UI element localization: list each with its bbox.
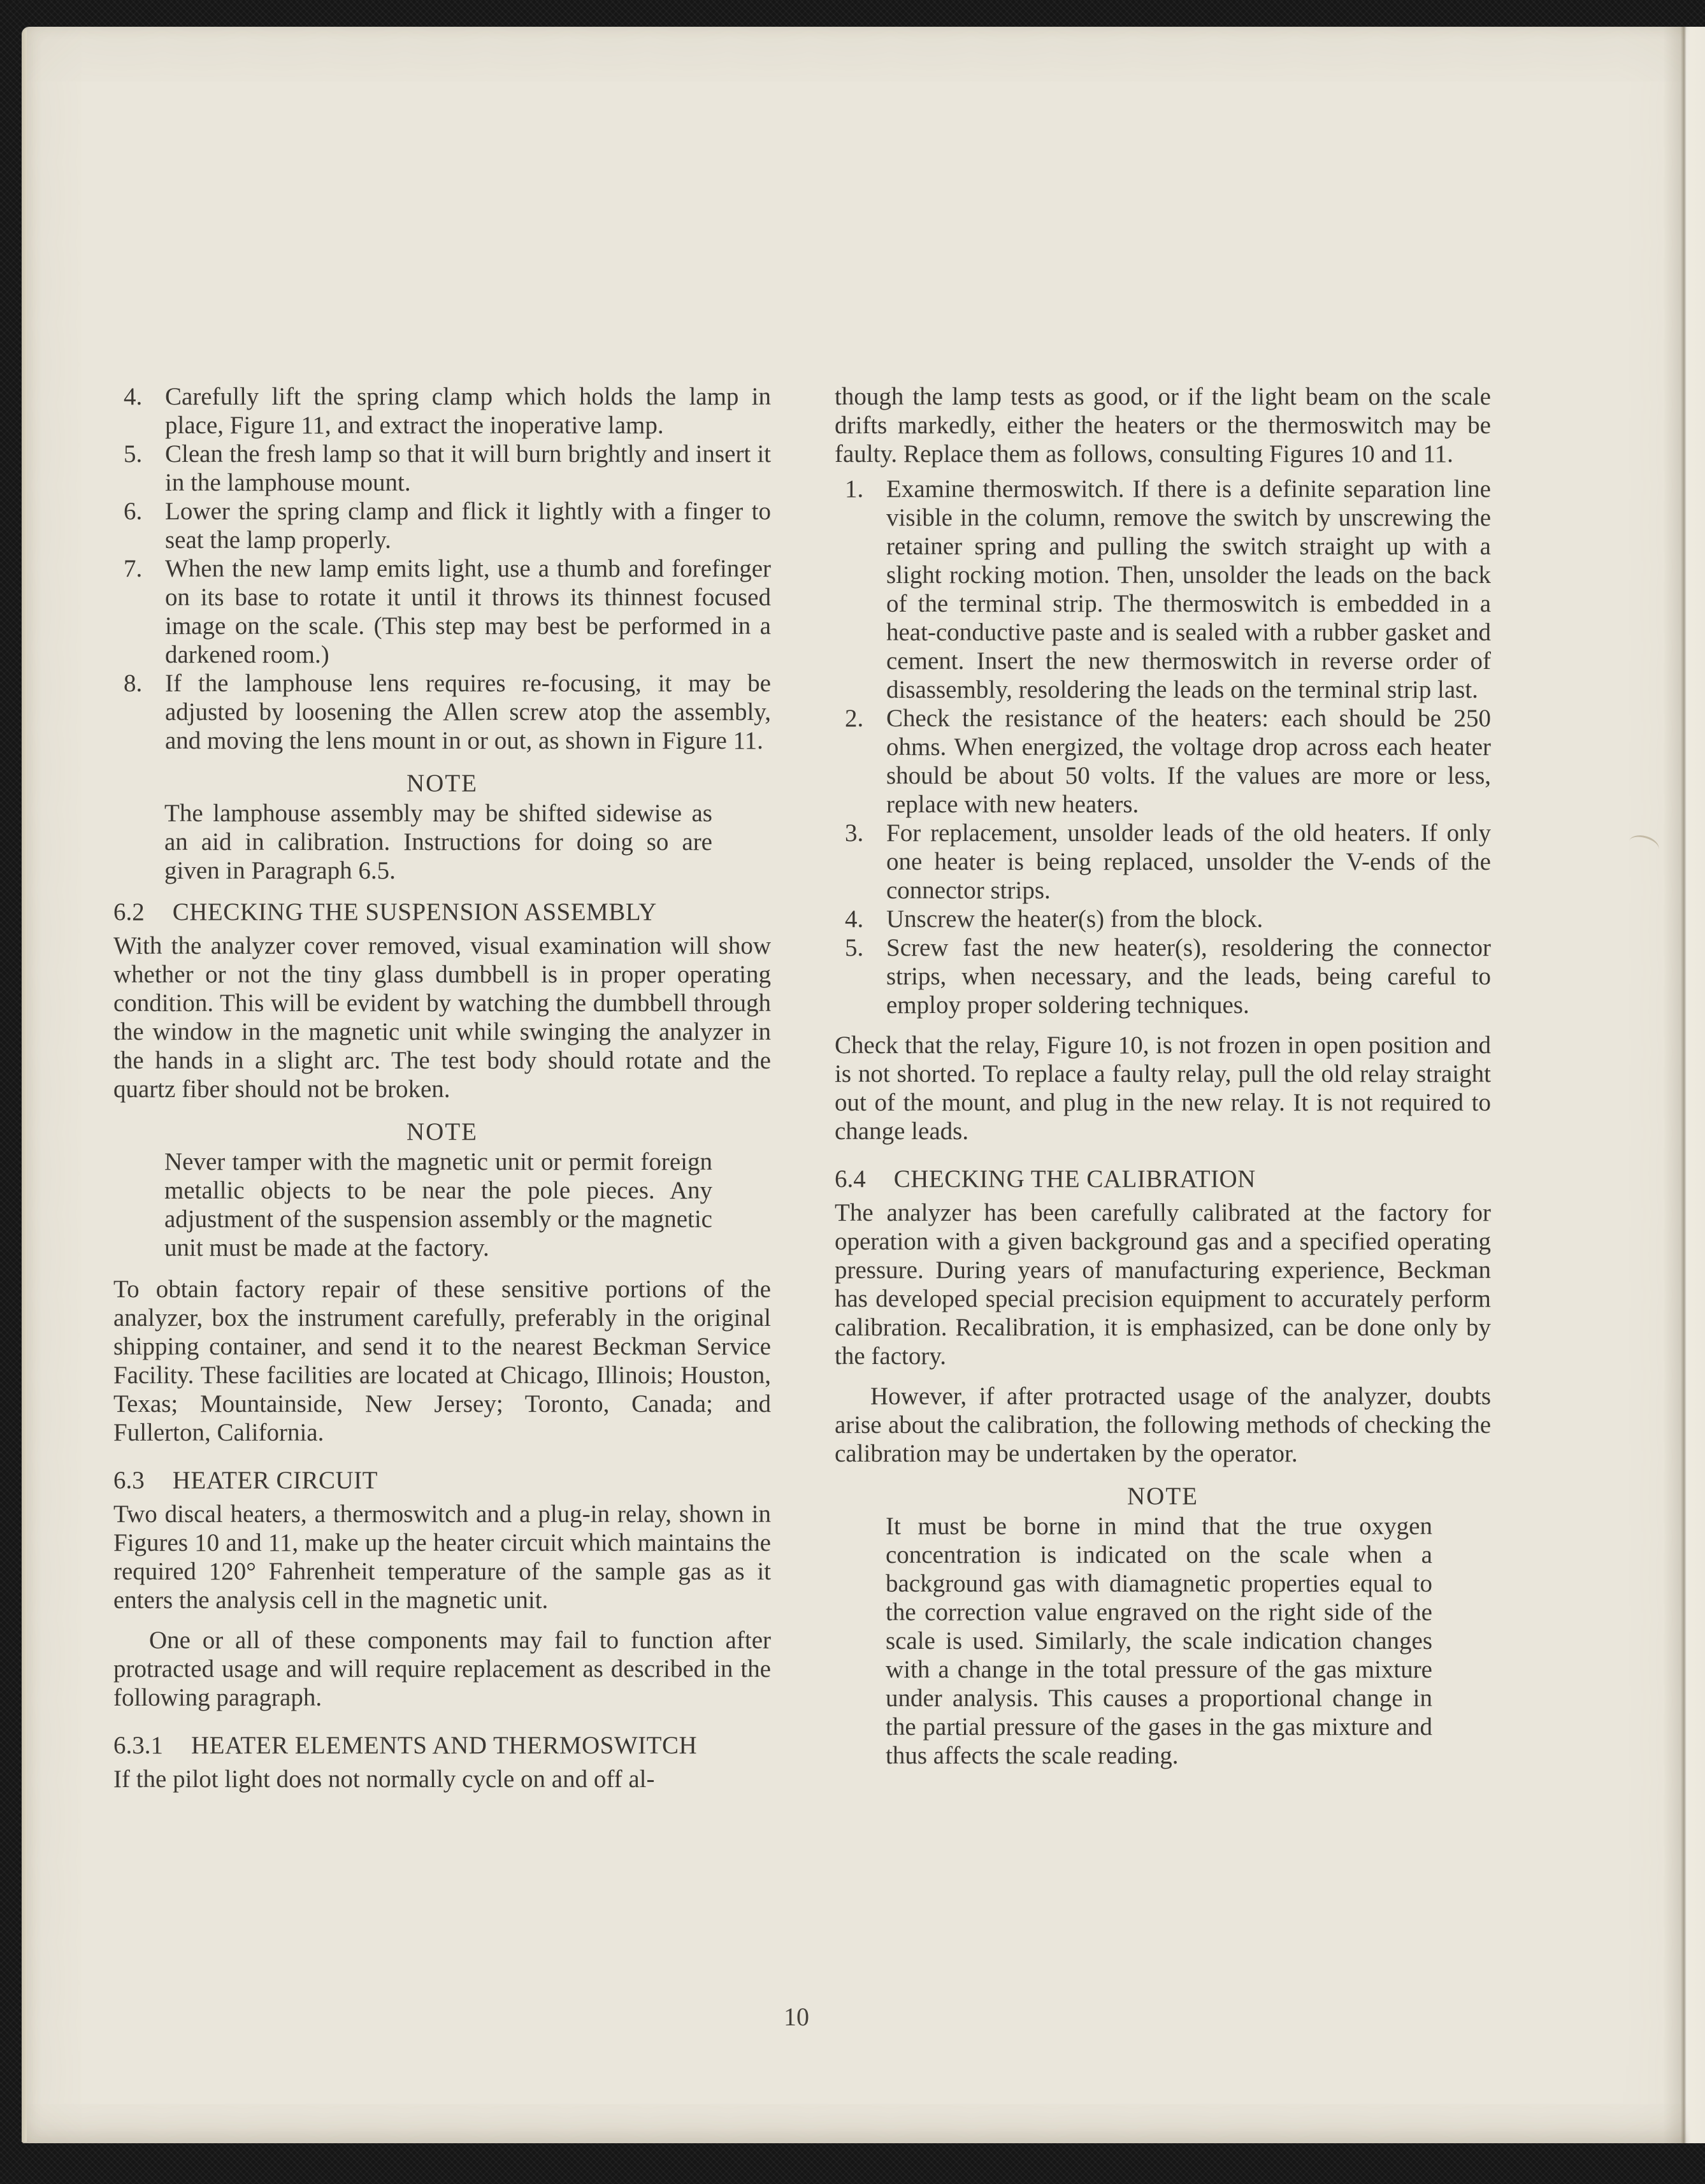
list-number: 3. — [845, 819, 864, 847]
list-item — [113, 382, 771, 440]
list-number: 6. — [124, 498, 143, 525]
section-heading — [113, 1731, 771, 1760]
section-heading — [835, 1165, 1491, 1193]
section-title: CHECKING THE CALIBRATION — [893, 1165, 1256, 1193]
paragraph: Check that the relay, Figure 10, is not frozen in open position and is not shorted. To replace a faulty relay, pull the old relay straight out of the mount, and plug in the new relay. It is not required to change leads. — [835, 1031, 1491, 1145]
paragraph: If the pilot light does not normally cycle on and off al- — [113, 1765, 655, 1793]
list-item — [835, 475, 1491, 704]
paragraph: The analyzer has been carefully calibrated at the factory for operation with a given background gas and a specified operating pressure. During years of manufacturing experience, Beckman has developed special precision equipment to accurately perform calibration. Recalibration, it is emphasized, can be done only by the factory. — [835, 1199, 1491, 1370]
note-text: The lamphouse assembly may be shifted sidewise as an aid in calibration. Instructions for doing so are given in Paragraph 6.5. — [164, 800, 712, 884]
list-item — [835, 933, 1491, 1019]
paragraph: To obtain factory repair of these sensitive portions of the analyzer, box the instrument carefully, preferably in the original shipping container, and send it to the nearest Beckman Service Facility. These facilities are located at Chicago, Illinois; Houston, Texas; Mountainside, New Jersey; Toronto, Canada; and Fullerton, California. — [113, 1275, 771, 1446]
note-text: It must be borne in mind that the true oxygen concentration is indicated on the scale when a background gas with diamagnetic properties equal to the correction value engraved on the right side of the scale is used. Similarly, the scale indication changes with a change in the total pressure of the gas mixture under analysis. This causes a proportional change in the partial pressure of the gases in the gas mixture and thus affects the scale reading. — [886, 1512, 1432, 1769]
list-item-text: Lower the spring clamp and flick it lightly with a finger to seat the lamp properly. — [165, 498, 771, 554]
section-title: HEATER ELEMENTS AND THERMOSWITCH — [191, 1732, 698, 1759]
list-number: 5. — [845, 934, 864, 961]
list-item — [113, 554, 771, 669]
paragraph: though the lamp tests as good, or if the light beam on the scale drifts markedly, either the heaters or the thermoswitch may be faulty. Replace them as follows, consulting Figures 10 and 11. — [835, 383, 1491, 468]
paper-left-edge — [22, 29, 27, 2142]
list-number: 8. — [124, 670, 143, 697]
list-item-text: If the lamphouse lens requires re-focusing, it may be adjusted by loosening the Allen screw atop the assembly, and moving the lens mount in or out, as shown in Figure 11. — [165, 670, 771, 754]
page-number: 10 — [784, 2002, 809, 2031]
list-item — [113, 497, 771, 554]
list-item — [835, 905, 1491, 933]
section-number: 6.4 — [835, 1165, 866, 1193]
list-number: 5. — [124, 440, 143, 468]
column-right — [835, 382, 1491, 1770]
list-number: 7. — [124, 555, 143, 582]
list-item — [835, 704, 1491, 819]
list-item — [835, 819, 1491, 905]
list-item-text: Carefully lift the spring clamp which holds the lamp in place, Figure 11, and extract the inoperative lamp. — [165, 383, 771, 439]
list-item-text: Unscrew the heater(s) from the block. — [886, 905, 1263, 933]
note-label: NOTE — [406, 770, 478, 797]
note-label: NOTE — [1127, 1483, 1198, 1510]
section-number: 6.2 — [113, 898, 145, 926]
paragraph: Two discal heaters, a thermoswitch and a plug-in relay, shown in Figures 10 and 11, make up the heater circuit which maintains the required 120° Fahrenheit temperature of the sample gas as it enters the analysis cell in the magnetic unit. — [113, 1500, 771, 1614]
section-heading — [113, 1466, 771, 1495]
list-item-text: Screw fast the new heater(s), resoldering the connector strips, when necessary, and the leads, being careful to employ proper soldering techniques. — [886, 934, 1491, 1019]
note-label: NOTE — [406, 1118, 478, 1146]
list-item-text: For replacement, unsolder leads of the old heaters. If only one heater is being replaced, unsolder the V-ends of the connector strips. — [886, 819, 1491, 904]
list-item-text: Check the resistance of the heaters: each should be 250 ohms. When energized, the voltage drop across each heater should be about 50 volts. If the values are more or less, replace with new heaters. — [886, 705, 1491, 818]
list-number: 1. — [845, 475, 864, 503]
list-item-text: When the new lamp emits light, use a thumb and forefinger on its base to rotate it until it throws its thinnest focused image on the scale. (This step may best be performed in a darkened room.) — [165, 555, 771, 668]
section-number: 6.3 — [113, 1467, 145, 1494]
section-number: 6.3.1 — [113, 1732, 163, 1759]
paragraph: However, if after protracted usage of the analyzer, doubts arise about the calibration, the following methods of checking the calibration may be undertaken by the operator. — [835, 1383, 1491, 1467]
paragraph: One or all of these components may fail to function after protracted usage and will require replacement as described in the following paragraph. — [113, 1627, 771, 1711]
paragraph: With the analyzer cover removed, visual examination will show whether or not the tiny glass dumbbell is in proper operating condition. This will be evident by watching the dumbbell through the window in the magnetic unit while swinging the analyzer in the hands in a slight arc. The test body should rotate and the quartz fiber should not be broken. — [113, 932, 771, 1103]
section-heading — [113, 898, 771, 926]
page-fold-edge — [1663, 27, 1705, 2143]
list-item — [113, 440, 771, 497]
list-number: 2. — [845, 705, 864, 732]
note-text: Never tamper with the magnetic unit or permit foreign metallic objects to be near the pole pieces. Any adjustment of the suspension assembly or the magnetic unit must be made at the factory. — [164, 1148, 712, 1261]
section-title: HEATER CIRCUIT — [172, 1467, 378, 1494]
column-left — [113, 382, 771, 1793]
section-title: CHECKING THE SUSPENSION ASSEMBLY — [172, 898, 657, 926]
list-item-text: Clean the fresh lamp so that it will burn brightly and insert it in the lamphouse mount. — [165, 440, 771, 496]
list-number: 4. — [124, 383, 143, 410]
list-item — [113, 669, 771, 755]
list-item-text: Examine thermoswitch. If there is a definite separation line visible in the column, remove the switch by unscrewing the retainer spring and pulling the switch straight up with a slight rocking motion. Then, unsolder the leads on the back of the terminal strip. The thermoswitch is embedded in a heat-conductive paste and is sealed with a rubber gasket and cement. Insert the new thermoswitch in reverse order of disassembly, resoldering the leads on the terminal strip last. — [886, 475, 1491, 703]
list-number: 4. — [845, 905, 864, 933]
